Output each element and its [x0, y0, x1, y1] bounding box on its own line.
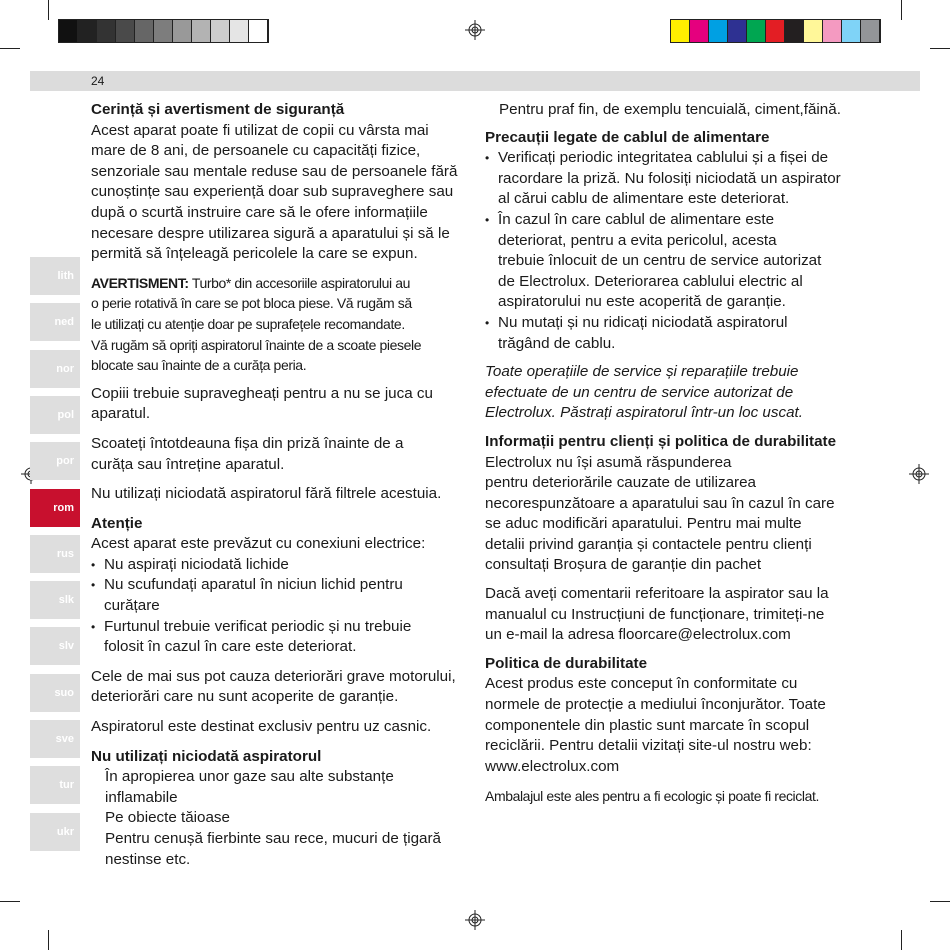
gray-swatch — [59, 20, 78, 42]
text-line: necesare despre utilizarea sigură a aparatului și să le — [91, 224, 450, 242]
language-tab-slk[interactable]: slk — [30, 581, 80, 619]
sustainability-paragraph — [485, 674, 885, 777]
language-tab-rus[interactable]: rus — [30, 535, 80, 573]
gray-swatch — [154, 20, 173, 42]
text-line: după o scurtă instruire care să le ofere informațiile — [91, 203, 428, 221]
language-tab-ukr[interactable]: ukr — [30, 813, 80, 851]
crop-mark — [0, 48, 20, 49]
registration-mark-icon — [465, 20, 485, 40]
crop-mark — [930, 901, 950, 902]
text-line: Electrolux nu își asumă răspunderea — [485, 453, 732, 471]
crop-mark — [48, 930, 49, 950]
filters-paragraph: Nu utilizați niciodată aspiratorul fără filtrele acestuia. — [91, 485, 442, 503]
list-item: • Nu mutați și nu ridicați niciodată aspiratorul trăgând de cablu. — [485, 313, 885, 354]
language-tab-rom[interactable]: rom — [30, 489, 80, 527]
comments-paragraph — [485, 584, 885, 646]
text-line: un e-mail la adresa floorcare@electrolux.com — [485, 626, 791, 644]
list-item: Pentru cenușă fierbinte sau rece, mucuri de țigară — [105, 830, 441, 847]
color-swatch — [671, 20, 690, 42]
language-tab-tur[interactable]: tur — [30, 766, 80, 804]
text-line: aparatul. — [91, 405, 151, 423]
text-line: curăța sau întreține aparatul. — [91, 455, 285, 473]
registration-mark-icon — [909, 464, 929, 484]
sustainability-heading: Politica de durabilitate — [485, 654, 648, 672]
gray-swatch — [211, 20, 230, 42]
list-item: • Verificați periodic integritatea cablului și a fișei de racordare la priză. Nu folosiți niciodată un aspirator al cărui cablu de alimentare este deteriorat. — [485, 148, 885, 210]
text-line: cunoștințe sau experiență doar sub supraveghere sau — [91, 183, 454, 201]
gray-swatch — [173, 20, 192, 42]
attention-heading: Atenție — [91, 514, 143, 532]
crop-mark — [48, 0, 49, 20]
cable-heading: Precauții legate de cablul de alimentare — [485, 128, 770, 146]
header-band — [30, 71, 920, 91]
color-swatch — [709, 20, 728, 42]
gray-swatch — [78, 20, 97, 42]
children-paragraph — [91, 384, 471, 425]
text-line: o perie rotativă în care se pot bloca piese. Vă rugăm să — [91, 295, 412, 312]
list-item: • Nu scufundați aparatul în niciun lichid pentru curățare — [91, 575, 471, 616]
language-tab-pol[interactable]: pol — [30, 396, 80, 434]
text-line: normele de protecție a mediului înconjurător. Toate — [485, 696, 826, 714]
crop-mark — [930, 48, 950, 49]
language-tab-nor[interactable]: nor — [30, 350, 80, 388]
text-line: reciclării. Pentru detalii vizitați site-ul nostru web: — [485, 737, 812, 755]
text-line: Cele de mai sus pot cauza deteriorări grave motorului, — [91, 667, 456, 685]
gray-swatch — [192, 20, 211, 42]
color-swatch — [785, 20, 804, 42]
text-line: Turbo* din accesoriile aspiratorului au — [188, 274, 410, 291]
warning-paragraph — [91, 273, 471, 376]
color-swatch — [747, 20, 766, 42]
text-line: componentele din plastic sunt marcate în scopul — [485, 716, 810, 734]
list-item: nestinse etc. — [105, 850, 191, 868]
list-item: • Nu aspirați niciodată lichide — [91, 555, 471, 576]
language-tab-suo[interactable]: suo — [30, 674, 80, 712]
text-line: detalii privind garanția și contactele pentru clienți — [485, 535, 812, 553]
color-swatch — [842, 20, 861, 42]
list-item: • Furtunul trebuie verificat periodic și nu trebuie folosit în cazul în care este deteriorat. — [91, 617, 471, 658]
gray-swatch — [249, 20, 268, 42]
color-swatch — [690, 20, 709, 42]
text-line: le utilizați cu atenție doar pe suprafețele recomandate. — [91, 315, 405, 332]
household-paragraph: Aspiratorul este destinat exclusiv pentru uz casnic. — [91, 718, 432, 736]
text-line: permită să înțeleagă pericolele la care se expun. — [91, 245, 418, 263]
text-line: necorespunzătoare a aparatului sau în cazul în care — [485, 494, 835, 512]
text-line: se aduc modificări aparatului. Pentru mai multe — [485, 515, 802, 533]
text-line: Acest aparat poate fi utilizat de copii cu vârsta mai — [91, 121, 429, 139]
text-line: efectuate de un centru de service autorizat de — [485, 383, 794, 401]
page-number: 24 — [91, 74, 105, 88]
plug-paragraph — [91, 434, 471, 475]
crop-mark — [0, 901, 20, 902]
customer-info-heading: Informații pentru clienți și politica de durabilitate — [485, 432, 837, 450]
list-item: Pe obiecte tăioase — [105, 809, 230, 827]
never-use-list — [91, 767, 471, 870]
list-item: inflamabile — [105, 788, 178, 806]
color-swatch — [804, 20, 823, 42]
language-tab-slv[interactable]: slv — [30, 627, 80, 665]
color-swatch — [823, 20, 842, 42]
color-swatch — [766, 20, 785, 42]
list-item: • În cazul în care cablul de alimentare este deteriorat, pentru a evita pericolul, acesta trebuie înlocuit de un centru de service autorizat de Electrolux. Deteriorarea cablului electric al aspiratorului nu este acoperită de garanție. — [485, 210, 885, 313]
crop-mark — [901, 0, 902, 20]
registration-mark-icon — [465, 910, 485, 930]
text-line: www.electrolux.com — [485, 757, 620, 775]
color-calibration-bar — [670, 19, 881, 43]
color-swatch — [728, 20, 747, 42]
language-tab-por[interactable]: por — [30, 442, 80, 480]
never-use-heading: Nu utilizați niciodată aspiratorul — [91, 747, 322, 765]
grayscale-calibration-bar — [58, 19, 269, 43]
text-line: pentru deteriorările cauzate de utilizarea — [485, 474, 757, 492]
left-column — [91, 100, 471, 870]
crop-mark — [901, 930, 902, 950]
text-line: blocate sau înainte de a curăța peria. — [91, 357, 307, 374]
service-paragraph — [485, 362, 885, 424]
text-line: Acest produs este conceput în conformitate cu — [485, 675, 798, 693]
text-line: consultați Broșura de garanție din pachet — [485, 556, 762, 574]
customer-info-paragraph — [485, 453, 885, 577]
color-swatch — [861, 20, 880, 42]
text-line: senzoriale sau mentale reduse sau de persoanele fără — [91, 162, 458, 180]
warning-label: AVERTISMENT: — [91, 274, 189, 291]
text-line: Scoateți întotdeauna fișa din priză înainte de a — [91, 434, 404, 452]
packaging-note: Ambalajul este ales pentru a fi ecologic și poate fi reciclat. — [485, 788, 819, 805]
dust-item: Pentru praf fin, de exemplu tencuială, ciment,făină. — [499, 101, 841, 118]
language-tab-ned[interactable]: ned — [30, 303, 80, 341]
text-line: Dacă aveți comentarii referitoare la aspirator sau la — [485, 585, 829, 603]
gray-swatch — [116, 20, 135, 42]
attention-intro: Acest aparat este prevăzut cu conexiuni electrice: — [91, 535, 426, 553]
gray-swatch — [135, 20, 154, 42]
text-line: deteriorări care nu sunt acoperite de garanție. — [91, 688, 399, 706]
language-tab-sve[interactable]: sve — [30, 720, 80, 758]
right-column — [485, 100, 885, 807]
gray-swatch — [97, 20, 116, 42]
safety-paragraph — [91, 121, 471, 265]
text-line: Copiii trebuie supravegheați pentru a nu se juca cu — [91, 384, 433, 402]
text-line: Electrolux. Păstrați aspiratorul într-un loc uscat. — [485, 404, 803, 422]
text-line: Toate operațiile de service și reparațiile trebuie — [485, 363, 799, 381]
text-line: manualul cu Instrucțiuni de funcționare, trimiteți-ne — [485, 605, 825, 623]
damage-paragraph — [91, 667, 471, 708]
safety-heading: Cerință și avertisment de siguranță — [91, 101, 345, 118]
text-line: Vă rugăm să opriți aspiratorul înainte de a scoate piesele — [91, 336, 422, 353]
gray-swatch — [230, 20, 249, 42]
language-tab-lith[interactable]: lith — [30, 257, 80, 295]
text-line: mare de 8 ani, de persoanele cu capacități fizice, — [91, 142, 421, 160]
list-item: În apropierea unor gaze sau alte substanțe — [105, 768, 394, 786]
